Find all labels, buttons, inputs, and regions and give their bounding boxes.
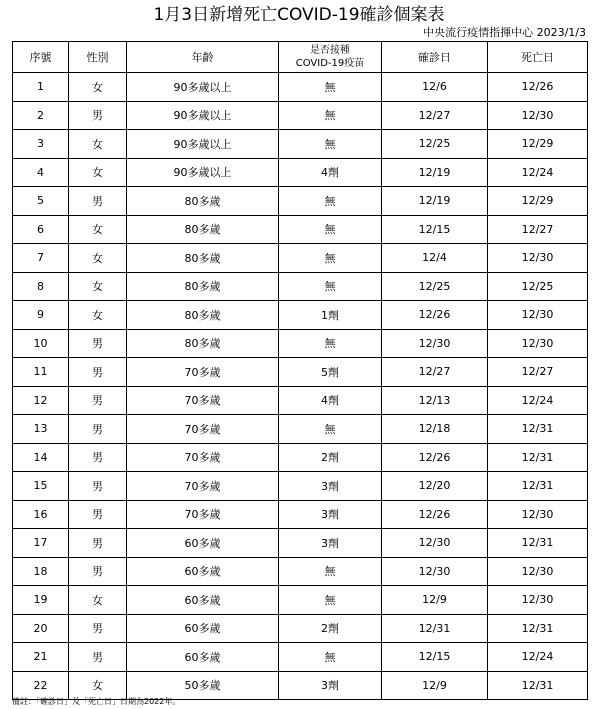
cell-diagnosed-date: 12/26 bbox=[382, 500, 488, 529]
cell-diagnosed-date: 12/15 bbox=[382, 215, 488, 244]
col-header-vaccine bbox=[279, 42, 382, 73]
cell-age: 70多歲 bbox=[127, 500, 279, 529]
cell-age: 70多歲 bbox=[127, 386, 279, 415]
table-row bbox=[13, 415, 588, 444]
cell-diagnosed-date: 12/9 bbox=[382, 586, 488, 615]
cell-no: 1 bbox=[13, 73, 69, 102]
cell-death-date: 12/30 bbox=[488, 557, 588, 586]
cell-sex: 男 bbox=[69, 443, 127, 472]
cell-vaccine: 無 bbox=[279, 272, 382, 301]
cell-no: 3 bbox=[13, 130, 69, 159]
cell-no: 18 bbox=[13, 557, 69, 586]
cell-no: 7 bbox=[13, 244, 69, 273]
cell-vaccine: 2劑 bbox=[279, 614, 382, 643]
table-row bbox=[13, 130, 588, 159]
cell-death-date: 12/31 bbox=[488, 415, 588, 444]
cell-no: 14 bbox=[13, 443, 69, 472]
cell-vaccine: 3劑 bbox=[279, 472, 382, 501]
cell-death-date: 12/30 bbox=[488, 329, 588, 358]
cell-vaccine: 1劑 bbox=[279, 301, 382, 330]
cell-sex: 男 bbox=[69, 386, 127, 415]
table-row bbox=[13, 73, 588, 102]
table-row bbox=[13, 614, 588, 643]
cell-sex: 女 bbox=[69, 671, 127, 700]
cell-diagnosed-date: 12/30 bbox=[382, 329, 488, 358]
cell-diagnosed-date: 12/26 bbox=[382, 443, 488, 472]
cell-death-date: 12/29 bbox=[488, 130, 588, 159]
cell-age: 80多歲 bbox=[127, 272, 279, 301]
col-header-vaccine-line2: COVID-19疫苗 bbox=[295, 58, 365, 69]
cell-age: 60多歲 bbox=[127, 529, 279, 558]
cell-no: 13 bbox=[13, 415, 69, 444]
cell-age: 60多歲 bbox=[127, 614, 279, 643]
cell-diagnosed-date: 12/27 bbox=[382, 101, 488, 130]
cell-sex: 女 bbox=[69, 73, 127, 102]
cell-death-date: 12/24 bbox=[488, 386, 588, 415]
cell-vaccine: 無 bbox=[279, 557, 382, 586]
cell-vaccine: 無 bbox=[279, 130, 382, 159]
cell-sex: 男 bbox=[69, 529, 127, 558]
cell-vaccine: 無 bbox=[279, 586, 382, 615]
table-row bbox=[13, 358, 588, 387]
table-row bbox=[13, 272, 588, 301]
table-row bbox=[13, 443, 588, 472]
cell-sex: 女 bbox=[69, 586, 127, 615]
cell-no: 17 bbox=[13, 529, 69, 558]
cell-age: 50多歲 bbox=[127, 671, 279, 700]
table-header-row bbox=[13, 42, 588, 73]
cell-no: 2 bbox=[13, 101, 69, 130]
cell-sex: 男 bbox=[69, 187, 127, 216]
cell-no: 15 bbox=[13, 472, 69, 501]
cell-vaccine: 4劑 bbox=[279, 386, 382, 415]
cell-sex: 男 bbox=[69, 329, 127, 358]
cell-death-date: 12/29 bbox=[488, 187, 588, 216]
cell-vaccine: 無 bbox=[279, 215, 382, 244]
table-row bbox=[13, 101, 588, 130]
table-row bbox=[13, 329, 588, 358]
cell-no: 5 bbox=[13, 187, 69, 216]
cell-no: 19 bbox=[13, 586, 69, 615]
table-row bbox=[13, 586, 588, 615]
cell-vaccine: 5劑 bbox=[279, 358, 382, 387]
cell-death-date: 12/24 bbox=[488, 643, 588, 672]
cell-age: 80多歲 bbox=[127, 215, 279, 244]
cell-diagnosed-date: 12/6 bbox=[382, 73, 488, 102]
cell-death-date: 12/31 bbox=[488, 529, 588, 558]
cell-sex: 男 bbox=[69, 614, 127, 643]
table-row bbox=[13, 386, 588, 415]
col-header-sex: 性別 bbox=[69, 42, 127, 73]
col-header-no: 序號 bbox=[13, 42, 69, 73]
cell-vaccine: 2劑 bbox=[279, 443, 382, 472]
cell-no: 12 bbox=[13, 386, 69, 415]
cell-vaccine: 4劑 bbox=[279, 158, 382, 187]
cell-no: 8 bbox=[13, 272, 69, 301]
cell-sex: 女 bbox=[69, 158, 127, 187]
table-row bbox=[13, 301, 588, 330]
cell-death-date: 12/30 bbox=[488, 101, 588, 130]
cell-diagnosed-date: 12/30 bbox=[382, 529, 488, 558]
cell-diagnosed-date: 12/25 bbox=[382, 272, 488, 301]
cell-death-date: 12/31 bbox=[488, 472, 588, 501]
cell-sex: 男 bbox=[69, 500, 127, 529]
cell-age: 60多歲 bbox=[127, 557, 279, 586]
cell-sex: 男 bbox=[69, 358, 127, 387]
cell-age: 80多歲 bbox=[127, 329, 279, 358]
table-row bbox=[13, 671, 588, 700]
cell-no: 11 bbox=[13, 358, 69, 387]
cell-age: 80多歲 bbox=[127, 187, 279, 216]
cell-age: 80多歲 bbox=[127, 301, 279, 330]
table-row bbox=[13, 158, 588, 187]
cell-vaccine: 無 bbox=[279, 73, 382, 102]
cell-age: 70多歲 bbox=[127, 472, 279, 501]
table-row bbox=[13, 529, 588, 558]
cell-death-date: 12/24 bbox=[488, 158, 588, 187]
cell-death-date: 12/30 bbox=[488, 301, 588, 330]
table-row bbox=[13, 557, 588, 586]
cell-death-date: 12/27 bbox=[488, 215, 588, 244]
source-and-date: 中央流行疫情指揮中心 2023/1/3 bbox=[423, 26, 586, 39]
cell-vaccine: 3劑 bbox=[279, 529, 382, 558]
cell-sex: 男 bbox=[69, 101, 127, 130]
cell-no: 22 bbox=[13, 671, 69, 700]
cell-age: 90多歲以上 bbox=[127, 73, 279, 102]
table-row bbox=[13, 500, 588, 529]
cell-death-date: 12/30 bbox=[488, 586, 588, 615]
page-title: 1月3日新增死亡COVID-19確診個案表 bbox=[153, 5, 445, 25]
cell-sex: 男 bbox=[69, 472, 127, 501]
cell-sex: 男 bbox=[69, 643, 127, 672]
cell-diagnosed-date: 12/13 bbox=[382, 386, 488, 415]
cell-vaccine: 無 bbox=[279, 187, 382, 216]
cell-death-date: 12/31 bbox=[488, 443, 588, 472]
cell-diagnosed-date: 12/19 bbox=[382, 158, 488, 187]
cell-sex: 女 bbox=[69, 130, 127, 159]
cell-vaccine: 無 bbox=[279, 101, 382, 130]
table-row bbox=[13, 643, 588, 672]
cell-vaccine: 無 bbox=[279, 244, 382, 273]
table-body bbox=[13, 73, 588, 700]
cell-diagnosed-date: 12/9 bbox=[382, 671, 488, 700]
cell-vaccine: 3劑 bbox=[279, 500, 382, 529]
col-header-vaccine-line1: 是否接種 bbox=[310, 45, 350, 56]
cell-vaccine: 無 bbox=[279, 415, 382, 444]
cell-age: 70多歲 bbox=[127, 443, 279, 472]
cell-age: 80多歲 bbox=[127, 244, 279, 273]
cell-death-date: 12/31 bbox=[488, 671, 588, 700]
cell-sex: 女 bbox=[69, 215, 127, 244]
case-table bbox=[12, 41, 588, 700]
cell-diagnosed-date: 12/18 bbox=[382, 415, 488, 444]
cell-diagnosed-date: 12/27 bbox=[382, 358, 488, 387]
cell-age: 90多歲以上 bbox=[127, 158, 279, 187]
col-header-age: 年齡 bbox=[127, 42, 279, 73]
cell-death-date: 12/26 bbox=[488, 73, 588, 102]
cell-no: 6 bbox=[13, 215, 69, 244]
cell-diagnosed-date: 12/4 bbox=[382, 244, 488, 273]
cell-diagnosed-date: 12/26 bbox=[382, 301, 488, 330]
cell-no: 20 bbox=[13, 614, 69, 643]
table-row bbox=[13, 472, 588, 501]
footnote: 備註：「確診日」及「死亡日」日期為2022年。 bbox=[12, 697, 181, 706]
cell-diagnosed-date: 12/30 bbox=[382, 557, 488, 586]
cell-no: 9 bbox=[13, 301, 69, 330]
cell-sex: 女 bbox=[69, 244, 127, 273]
cell-age: 70多歲 bbox=[127, 358, 279, 387]
cell-vaccine: 3劑 bbox=[279, 671, 382, 700]
cell-diagnosed-date: 12/15 bbox=[382, 643, 488, 672]
cell-age: 70多歲 bbox=[127, 415, 279, 444]
table-row bbox=[13, 215, 588, 244]
cell-diagnosed-date: 12/25 bbox=[382, 130, 488, 159]
cell-sex: 男 bbox=[69, 415, 127, 444]
cell-sex: 女 bbox=[69, 272, 127, 301]
cell-age: 60多歲 bbox=[127, 586, 279, 615]
table-row bbox=[13, 187, 588, 216]
cell-death-date: 12/30 bbox=[488, 244, 588, 273]
cell-death-date: 12/27 bbox=[488, 358, 588, 387]
cell-death-date: 12/30 bbox=[488, 500, 588, 529]
cell-no: 4 bbox=[13, 158, 69, 187]
cell-sex: 女 bbox=[69, 301, 127, 330]
table-row bbox=[13, 244, 588, 273]
cell-no: 10 bbox=[13, 329, 69, 358]
col-header-death: 死亡日 bbox=[488, 42, 588, 73]
cell-age: 90多歲以上 bbox=[127, 101, 279, 130]
cell-death-date: 12/31 bbox=[488, 614, 588, 643]
cell-diagnosed-date: 12/31 bbox=[382, 614, 488, 643]
col-header-diagnosed: 確診日 bbox=[382, 42, 488, 73]
cell-no: 16 bbox=[13, 500, 69, 529]
cell-sex: 男 bbox=[69, 557, 127, 586]
cell-death-date: 12/25 bbox=[488, 272, 588, 301]
cell-no: 21 bbox=[13, 643, 69, 672]
cell-age: 60多歲 bbox=[127, 643, 279, 672]
cell-diagnosed-date: 12/20 bbox=[382, 472, 488, 501]
cell-age: 90多歲以上 bbox=[127, 130, 279, 159]
cell-vaccine: 無 bbox=[279, 643, 382, 672]
cell-diagnosed-date: 12/19 bbox=[382, 187, 488, 216]
cell-vaccine: 無 bbox=[279, 329, 382, 358]
